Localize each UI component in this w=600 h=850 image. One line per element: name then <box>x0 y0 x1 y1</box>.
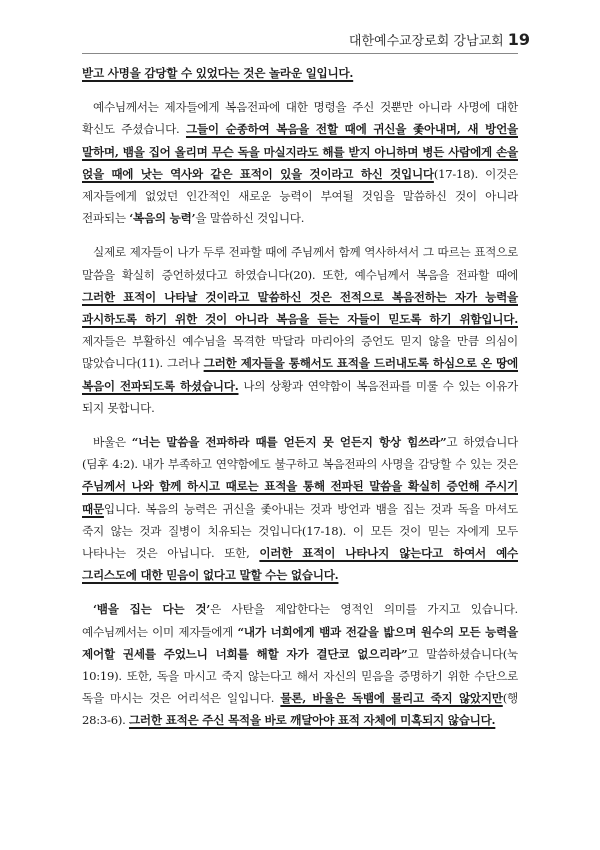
emphasized-text: 이러한 표적이 나타나지 않는다고 하여서 예수 그리스도에 대한 믿음이 없다고 말할 수는 없습니다. <box>82 546 518 583</box>
body-text-run: (17-18). 이것은 제자들에게 없었던 인간적인 새로운 능력이 부여될 것임을 말씀하신 것이 아니라 전파되는 <box>82 166 518 226</box>
body-text-run: 은 사탄을 제압한다는 영적인 의미를 가지고 있습니다. 예수님께서는 이미 제자들에게 <box>82 602 518 639</box>
bold-text: “너는 말씀을 전파하라 때를 얻든지 못 얻든지 항상 힘쓰라” <box>131 435 447 450</box>
church-name: 대한예수교장로회 강남교회 <box>348 34 504 49</box>
emphasized-text: 그러한 제자들을 통해서도 표적을 드러내도록 하심으로 온 땅에 복음이 전파되도록 하셨습니다. <box>82 356 519 393</box>
emphasized-text: 주님께서 나와 함께 하시고 때로는 표적을 통해 전파된 말씀을 확실히 증언해 주시기 때문 <box>82 479 518 516</box>
page-number: 19 <box>507 30 530 49</box>
body-text <box>82 62 518 744</box>
body-text-run: 을 말씀하신 것입니다. <box>195 211 305 226</box>
emphasized-text: 그러한 표적이 나타날 것이라고 말씀하신 것은 전적으로 복음전하는 자가 능력을 과시하도록 하기 위한 것이 아니라 복음을 듣는 자들이 믿도록 하기 위함입니다. <box>82 289 518 327</box>
bold-text: ‘뱀을 집는 다는 것’ <box>93 602 211 617</box>
bold-text: “내가 너희에게 뱀과 전갈을 밟으며 원수의 모든 능력을 제어할 권세를 주었느니 너희를 해할 자가 결단코 없으리라” <box>82 624 518 661</box>
body-text-run: 나의 상황과 연약함이 복음전파를 미룰 수 있는 이유가 되지 못합니다. <box>82 378 518 415</box>
body-text-run: 바울은 <box>93 435 132 450</box>
body-text-run: (행 28:3-6). <box>82 691 518 728</box>
body-text-run: 실제로 제자들이 나가 두루 전파할 때에 주님께서 함께 역사하셔서 그 따르는 표적으로 말씀을 확실히 증언하셨다고 하였습니다(20). 또한, 예수님께서 복음을 전파할 때에 <box>82 245 518 282</box>
bold-text: ‘복음의 능력’ <box>129 211 196 226</box>
body-text-run: 고 하였습니다(딤후 4:2). 내가 부족하고 연약함에도 불구하고 복음전파의 사명을 감당할 수 있는 것은 <box>82 435 518 472</box>
paragraph-5 <box>82 598 518 731</box>
paragraph-2 <box>82 96 518 229</box>
emphasized-text: 그러한 표적은 주신 목적을 바로 깨달아야 표적 자체에 미혹되지 않습니다. <box>128 713 496 728</box>
body-text-run: 입니다. 복음의 능력은 귀신을 좇아내는 것과 방언과 뱀을 집는 것과 독을 마셔도 죽지 않는 것과 질병이 치유되는 것입니다(17-18). 이 모든 것이 믿는 자에게 모두 나타나는 것은 아닙니다. 또한, <box>82 501 518 561</box>
emphasized-text: 물론, 바울은 독뱀에 물리고 죽지 않았지만 <box>280 691 503 706</box>
running-header <box>349 30 530 49</box>
emphasized-text: 받고 사명을 감당할 수 있었다는 것은 놀라운 일입니다. <box>82 66 354 80</box>
body-text-run: 제자들은 부활하신 예수님을 목격한 막달라 마리아의 증언도 믿지 않을 만큼 의심이 많았습니다(11). 그러나 <box>82 334 518 371</box>
paragraph-3 <box>82 241 518 419</box>
body-text-run: 예수님께서는 제자들에게 복음전파에 대한 명령을 주신 것뿐만 아니라 사명에 대한 확신도 주셨습니다. <box>82 100 518 137</box>
emphasized-text: 그들이 순종하여 복음을 전할 때에 귀신을 좇아내며, 새 방언을 말하며, 뱀을 집어 올리며 무슨 독을 마실지라도 해를 받지 아니하며 병든 사람에게 손을 얹을 때에 낫는 역사와 같은 표적이 있을 것이라고 하신 것입니다 <box>82 122 518 181</box>
body-text-run: 고 말씀하셨습니다(눅 10:19). 또한, 독을 마시고 죽지 않는다고 해서 자신의 믿음을 증명하기 위한 수단으로 독을 마시는 것은 어리석은 일입니다. <box>82 646 518 706</box>
paragraph-4 <box>82 431 518 586</box>
header-divider <box>82 53 518 54</box>
paragraph-1 <box>82 62 518 84</box>
